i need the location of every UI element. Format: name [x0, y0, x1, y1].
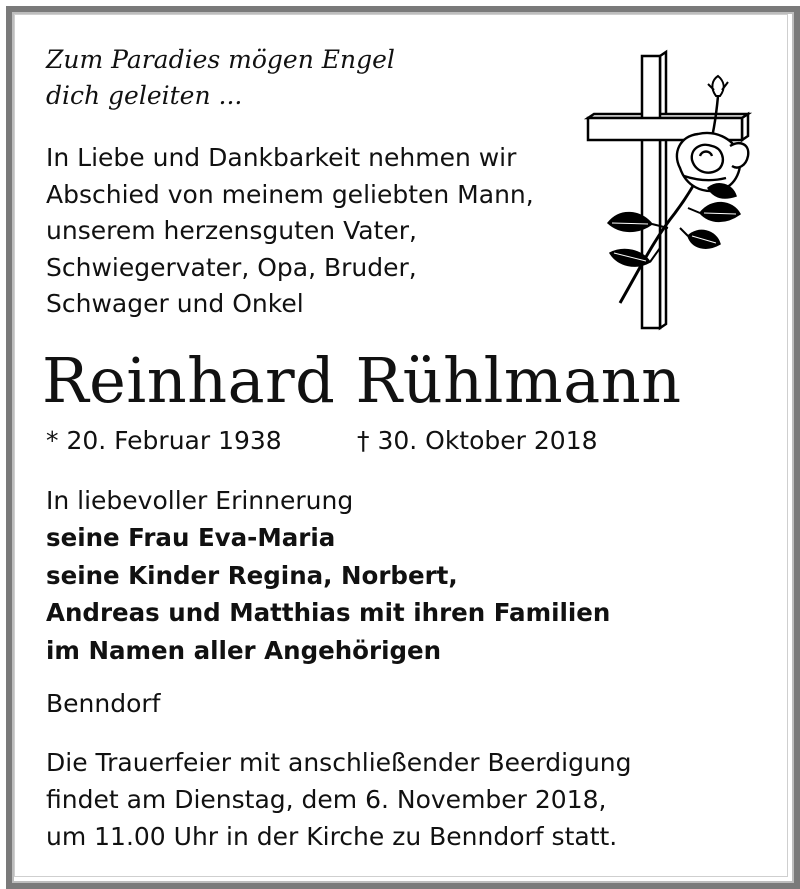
mourner-line: Andreas und Matthias mit ihren Familien [46, 598, 611, 627]
mourner-line: im Namen aller Angehörigen [46, 635, 442, 665]
mourner-line: seine Kinder Regina, Norbert, [46, 560, 458, 590]
motto-line: dich geleiten ... [46, 81, 243, 110]
mourner-line: seine Frau Eva-Maria [46, 523, 336, 552]
motto-verse [46, 42, 395, 114]
birth-date: * 20. Februar 1938 [46, 426, 282, 455]
service-info [46, 744, 632, 855]
mourners-list [46, 519, 610, 669]
cross-with-rose-icon [580, 48, 755, 333]
intro-line: unserem herzensguten Vater, [46, 216, 417, 245]
service-line: findet am Dienstag, dem 6. November 2018, [46, 785, 607, 814]
intro-text [46, 140, 534, 323]
intro-line: Schwager und Onkel [46, 289, 304, 318]
death-date: † 30. Oktober 2018 [357, 426, 598, 455]
service-line: um 11.00 Uhr in der Kirche zu Benndorf statt. [46, 822, 618, 851]
intro-line: Abschied von meinem geliebten Mann, [46, 179, 534, 209]
place-name: Benndorf [46, 689, 161, 718]
service-line: Die Trauerfeier mit anschließender Beerdigung [46, 748, 632, 777]
memory-line: In liebevoller Erinnerung [46, 486, 354, 515]
intro-line: In Liebe und Dankbarkeit nehmen wir [46, 143, 517, 172]
intro-line: Schwiegervater, Opa, Bruder, [46, 252, 417, 282]
motto-line: Zum Paradies mögen Engel [46, 45, 395, 74]
deceased-name: Reinhard Rühlmann [42, 344, 682, 417]
